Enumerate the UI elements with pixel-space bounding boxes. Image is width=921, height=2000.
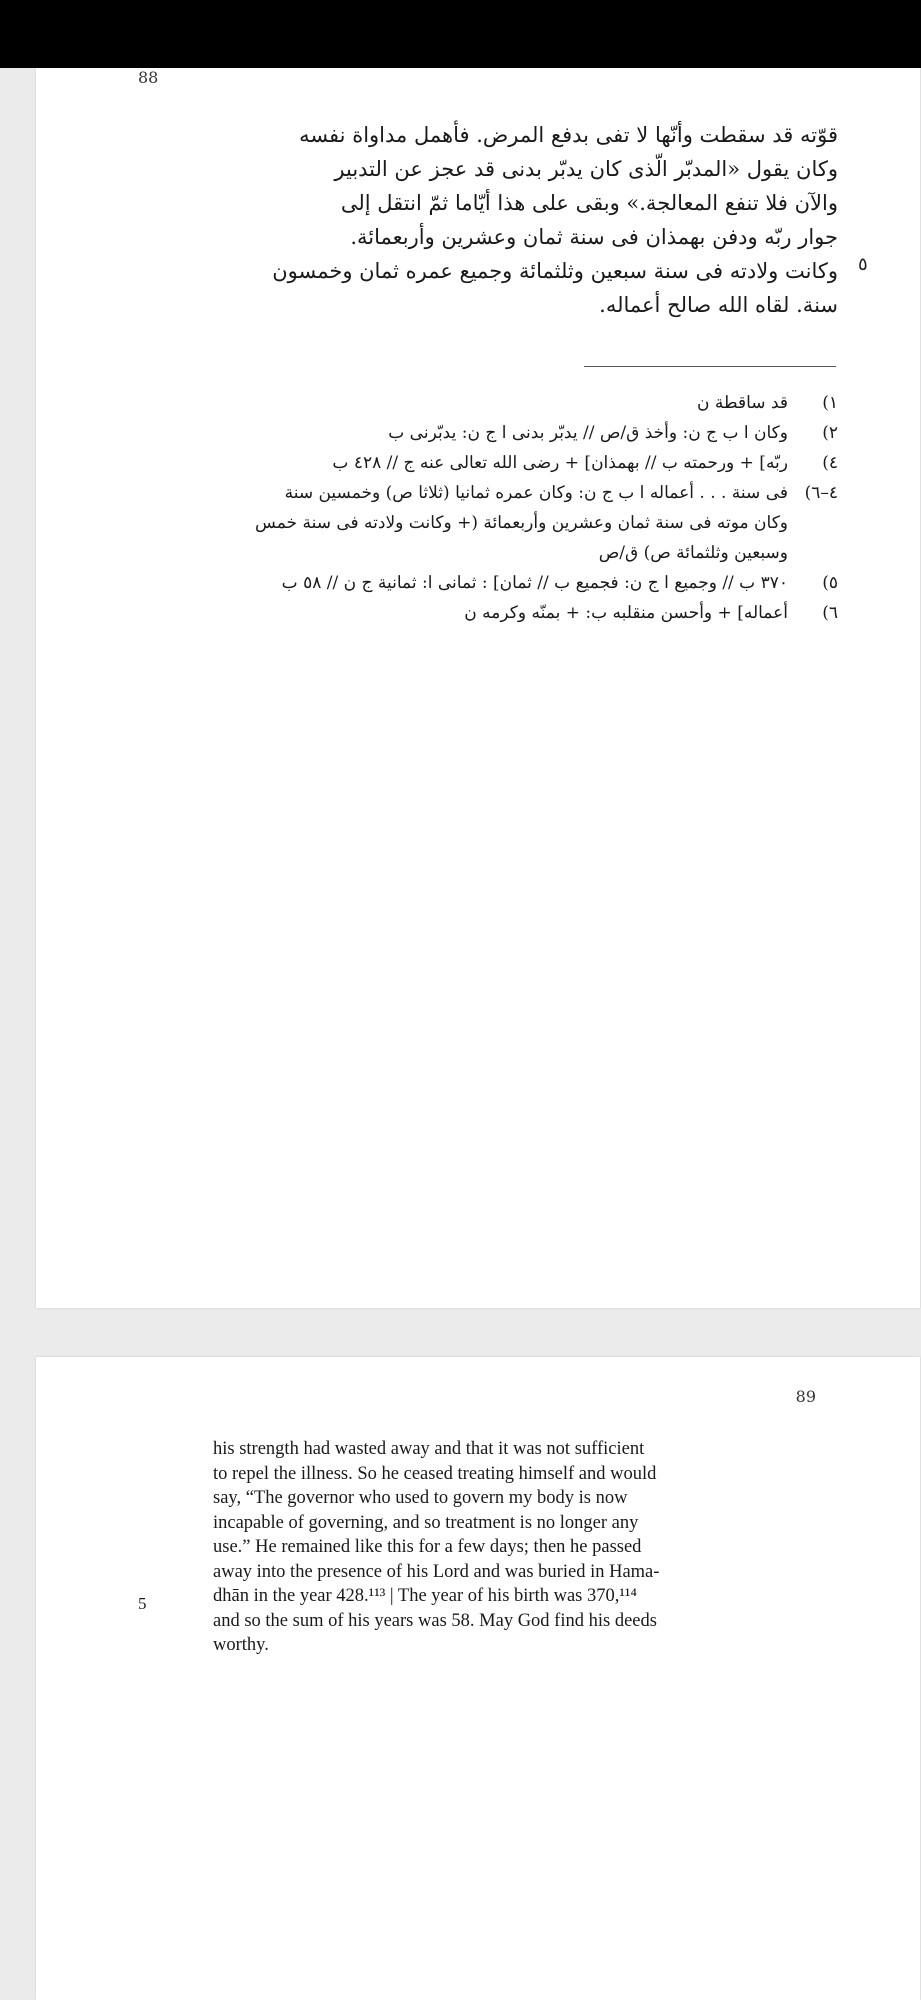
apparatus-line-ref: ٥) — [822, 573, 838, 593]
page-number: 88 — [138, 68, 159, 87]
apparatus-line-ref: ١) — [822, 393, 838, 413]
arabic-main-text — [128, 118, 838, 322]
apparatus-entry — [136, 568, 838, 598]
arabic-line-2: وكان يقول «المدبّر الّذى كان يدبّر بدنى قد عجز عن التدبير — [334, 157, 838, 181]
apparatus-note-continued: وكان موته فى سنة ثمان وعشرين وأربعمائة (+ وكانت ولادته فى سنة خمس — [255, 513, 788, 533]
top-status-bar — [0, 0, 921, 68]
english-translation — [213, 1437, 833, 1658]
page-number: 89 — [795, 1387, 816, 1406]
apparatus-divider — [584, 366, 836, 367]
arabic-line-4: جوار ربّه ودفن بهمذان فى سنة ثمان وعشرين وأربعمائة. — [350, 225, 838, 249]
apparatus-note-continued: وسبعين وثلثمائة ص) ق/ص — [598, 543, 788, 563]
apparatus-entry — [136, 448, 838, 478]
apparatus-entry — [136, 598, 838, 628]
line-number-marker: 5 — [138, 1594, 147, 1613]
english-line-6: away into the presence of his Lord and was buried in Hama- — [213, 1561, 660, 1582]
english-line-4: incapable of governing, and so treatment is no longer any — [213, 1512, 639, 1533]
arabic-line-5: وكانت ولادته فى سنة سبعين وثلثمائة وجميع عمره ثمان وخمسون — [272, 259, 838, 283]
arabic-line-1: قوّته قد سقطت وأنّها لا تفى بدفع المرض. فأهمل مداواة نفسه — [299, 123, 838, 147]
apparatus-entry — [136, 418, 838, 448]
arabic-line-3: والآن فلا تنفع المعالجة.» وبقى على هذا أيّاما ثمّ انتقل إلى — [340, 191, 838, 215]
apparatus-note: أعماله] + وأحسن منقلبه ب: + بمنّه وكرمه ن — [464, 603, 788, 623]
apparatus-note: ربّه] + ورحمته ب // بهمذان] + رضى الله تعالى عنه ج // ٤٢٨ ب — [332, 453, 788, 473]
apparatus-line-ref: ٦) — [822, 603, 838, 623]
english-line-2: to repel the illness. So he ceased treating himself and would — [213, 1463, 657, 1484]
arabic-line-6: سنة. لقاه الله صالح أعماله. — [599, 293, 838, 317]
english-line-7: dhān in the year 428.¹¹³ | The year of his birth was 370,¹¹⁴ — [213, 1586, 637, 1606]
english-line-9: worthy. — [213, 1635, 269, 1655]
apparatus-note: فى سنة . . . أعماله ا ب ج ن: وكان عمره ثمانيا (ثلاثا ص) وخمسين سنة — [284, 483, 788, 503]
apparatus-entry — [136, 478, 838, 508]
apparatus-note: وكان ا ب ج ن: وأخذ ق/ص // يدبّر بدنى ا ج ن: يدبّرنى ب — [388, 423, 788, 443]
page-89 — [36, 1357, 920, 2000]
critical-apparatus — [136, 388, 838, 628]
english-line-3: say, “The governor who used to govern my body is now — [213, 1488, 628, 1508]
english-line-5: use.” He remained like this for a few days; then he passed — [213, 1537, 642, 1557]
apparatus-line-ref: ٤–٦) — [804, 483, 838, 503]
line-number-marker: ٥ — [858, 254, 868, 275]
apparatus-line-ref: ٢) — [822, 423, 838, 443]
apparatus-note: ٣٧٠ ب // وجميع ا ج ن: فجميع ب // ثمان] : ثمانى ا: ثمانية ج ن // ٥٨ ب — [281, 573, 788, 593]
english-line-8: and so the sum of his years was 58. May God find his deeds — [213, 1610, 657, 1631]
page-88 — [36, 68, 920, 1308]
apparatus-entry — [136, 388, 838, 418]
apparatus-note: قد ساقطة ن — [697, 393, 788, 413]
english-line-1: his strength had wasted away and that it was not sufficient — [213, 1439, 645, 1459]
apparatus-line-ref: ٤) — [822, 453, 838, 473]
